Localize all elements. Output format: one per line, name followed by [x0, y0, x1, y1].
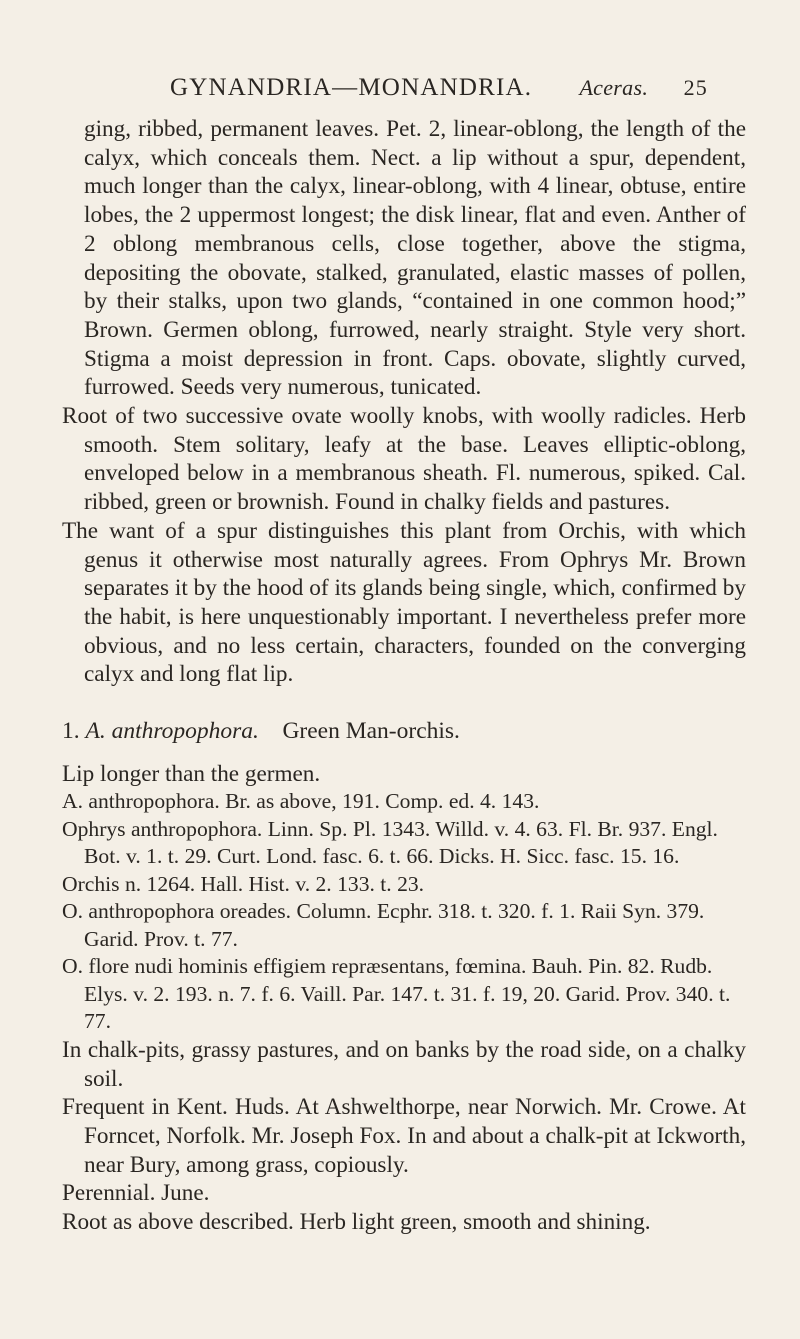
running-title: GYNANDRIA—MONANDRIA.: [170, 74, 533, 101]
species-number: 1.: [62, 718, 80, 745]
synonym-reference: A. anthropophora. Br. as above, 191. Comp. ed. 4. 143.: [62, 789, 540, 814]
synonym-reference: Orchis n. 1264. Hall. Hist. v. 2. 133. t. 23.: [62, 871, 425, 896]
species-common-name: Green Man-orchis.: [282, 718, 460, 745]
synonym-reference: Ophrys anthropophora. Linn. Sp. Pl. 1343. Willd. v. 4. 63. Fl. Br. 937. Engl. Bot. v. 1. t. 29. Curt. Lond. fasc. 6. t. 66. Dicks. H. Sicc. fasc. 15. 16.: [62, 816, 718, 869]
species-diagnosis: Lip longer than the germen.: [62, 760, 321, 787]
duration-text: Perennial. June.: [62, 1180, 210, 1207]
species-heading: [62, 717, 746, 746]
paragraph-root: Root of two successive ovate woolly knobs, with woolly radicles. Herb smooth. Stem solitary, leafy at the base. Leaves elliptic-oblong, enveloped below in a membranous sheath. Fl. numerous, spiked. Cal. ribbed, green or brownish. Found in chalky fields and pastures.: [62, 403, 746, 516]
running-header: [170, 74, 708, 102]
synonym-reference: O. anthropophora oreades. Column. Ecphr. 318. t. 320. f. 1. Raii Syn. 379. Garid. Prov. t. 77.: [62, 899, 705, 951]
habitat-text: In chalk-pits, grassy pastures, and on banks by the road side, on a chalky soil.: [62, 1036, 746, 1092]
synonym-reference: O. flore nudi hominis effigiem repræsentans, fœmina. Bauh. Pin. 82. Rudb. Elys. v. 2. 193. n. 7. f. 6. Vaill. Par. 147. t. 31. f. 19, 20. Garid. Prov. 340. t. 77.: [62, 954, 731, 1034]
page-body: [62, 115, 746, 1237]
paragraph-continued: ging, ribbed, permanent leaves. Pet. 2, linear-oblong, the length of the calyx, which conceals them. Nect. a lip without a spur, dependent, much longer than the calyx, linear-oblong, with 4 linear, obtuse, entire lobes, the 2 uppermost longest; the disk linear, flat and even. Anther of 2 oblong membranous cells, close together, above the stigma, depositing the obovate, stalked, granulated, elastic masses of pollen, by their stalks, upon two glands, “contained in one common hood;” Brown. Germen oblong, furrowed, nearly straight. Style very short. Stigma a moist depression in front. Caps. obovate, slightly curved, furrowed. Seeds very numerous, tunicated.: [84, 116, 746, 401]
genus-heading: Aceras.: [579, 75, 649, 100]
localities-text: Frequent in Kent. Huds. At Ashwelthorpe, near Norwich. Mr. Crowe. At Forncet, Norfolk. Mr. Joseph Fox. In and about a chalk-pit at Ickworth, near Bury, among grass, copiously.: [62, 1094, 746, 1178]
species-latin-name: A. anthropophora.: [85, 718, 259, 745]
page-number: 25: [683, 75, 708, 100]
description-text: Root as above described. Herb light green, smooth and shining.: [62, 1209, 651, 1236]
paragraph-genus-note: The want of a spur distinguishes this plant from Orchis, with which genus it otherwise most naturally agrees. From Ophrys Mr. Brown separates it by the hood of its glands being single, which, confirmed by the habit, is here unquestionably important. I nevertheless prefer more obvious, and no less certain, characters, founded on the converging calyx and long flat lip.: [62, 517, 746, 688]
